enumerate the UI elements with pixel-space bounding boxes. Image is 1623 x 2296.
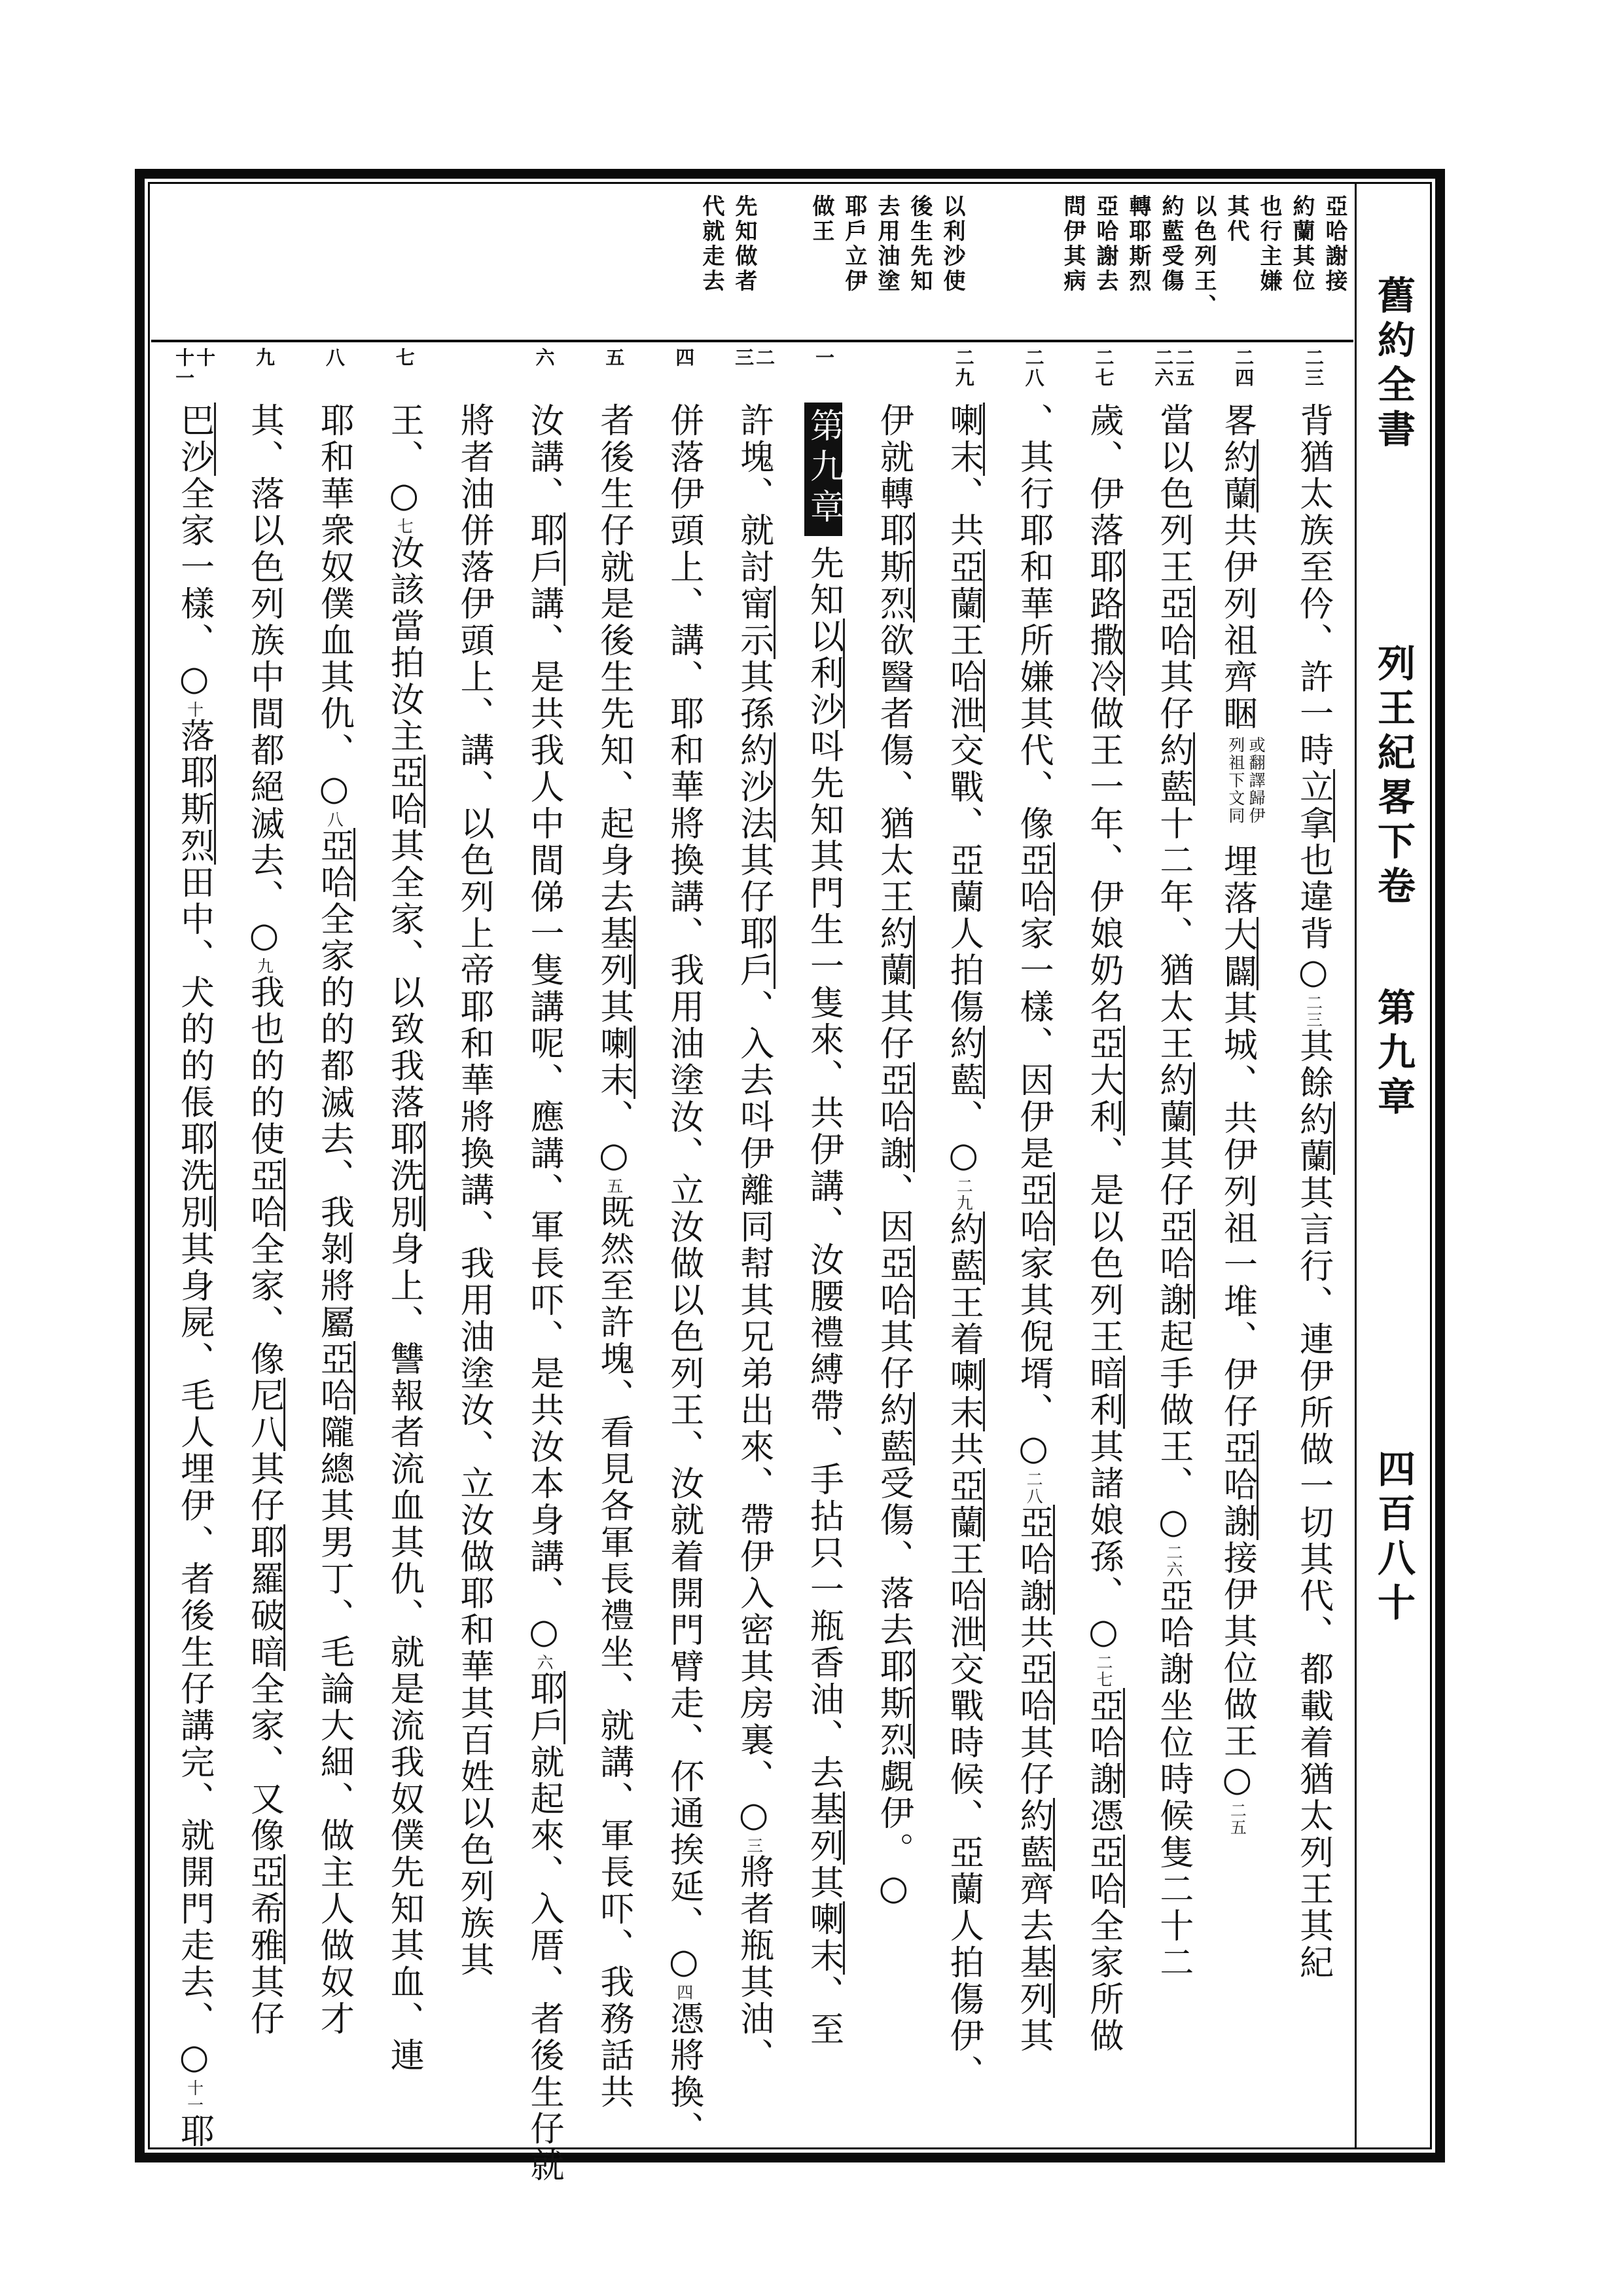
- text-column-slot: [509, 403, 579, 2184]
- header-note-column: 轉耶斯烈: [1125, 194, 1151, 294]
- proper-name: 喇末: [944, 403, 985, 476]
- text-column-slot: [369, 403, 439, 2134]
- text-column: 背猶太族至仱、許一時立拿也違背○二三其餘約蘭其言行、連伊所做一切其代、都載着猶太列王其紀: [1296, 403, 1330, 2134]
- proper-name: 亞哈: [1084, 1835, 1125, 1908]
- inline-verse-number: 四: [674, 1984, 694, 2001]
- verse-strip-cell: [1138, 348, 1208, 399]
- verse-strip-number: 九: [253, 348, 276, 368]
- header-note-group-middle: [810, 194, 963, 294]
- verse-strip-number: 十: [194, 348, 217, 368]
- proper-name: 耶斯烈: [874, 512, 915, 622]
- proper-name: 巴沙: [175, 403, 216, 476]
- inline-verse-number: 二六: [1164, 1544, 1183, 1578]
- text-column: 畧約蘭共伊列祖齊睏或翻譯歸伊列祖下文同埋落大闢其城、共伊列祖一堆、伊仔亞哈謝接伊其位做王○二五: [1217, 403, 1266, 1836]
- header-note-column: 亞哈謝接: [1321, 194, 1347, 294]
- verse-strip-number: 二五: [1173, 348, 1196, 388]
- proper-name: 喇末: [944, 1358, 985, 1431]
- proper-name: 耶路撒冷: [1084, 549, 1125, 696]
- text-column-slot: [929, 403, 999, 2134]
- proper-name: 亞哈: [384, 755, 425, 828]
- proper-name: 亞哈: [314, 828, 355, 901]
- proper-name: 喇末: [804, 1901, 845, 1975]
- proper-name: 亞哈: [1014, 1172, 1055, 1246]
- main-text-area: [150, 184, 1355, 2184]
- text-column-slot: [439, 403, 509, 2134]
- interlinear-note: 或翻譯歸伊列祖下文同: [1226, 736, 1266, 825]
- text-column-slot: [1208, 403, 1278, 2134]
- proper-name: 亞哈謝: [1217, 1430, 1258, 1540]
- chapter-title: 第九章: [1371, 988, 1416, 1122]
- text-column: 喇末、共亞蘭王哈泄交戰、亞蘭人拍傷約藍、○二九約藍王着喇末共亞蘭王哈泄交戰時候、亞蘭人拍傷伊、: [946, 403, 980, 2134]
- header-note-column: 去用油塗: [874, 194, 900, 294]
- proper-name: 耶戶: [734, 916, 776, 989]
- verse-number-strip: [150, 342, 1355, 399]
- header-note-column: 以利沙使: [939, 194, 965, 294]
- verse-strip-cell: [1278, 348, 1348, 399]
- proper-name: 亞哈謝: [1154, 1209, 1195, 1319]
- proper-name: 耶斯烈: [175, 755, 216, 865]
- header-note-column: 代就走去: [698, 194, 724, 294]
- text-column-slot: [299, 403, 369, 2134]
- inline-verse-number: 六: [534, 1654, 554, 1671]
- verse-strip-cell: [159, 348, 229, 399]
- inline-verse-number: 二八: [1024, 1471, 1044, 1505]
- inline-verse-number: 十一: [185, 2079, 204, 2113]
- verse-strip-cell: [299, 348, 369, 399]
- header-note-column: 亞哈謝去: [1092, 194, 1118, 294]
- text-column-slot: [1138, 403, 1208, 2134]
- text-column: 汝講、耶戶講、是共我人中間俤一隻講呢、應講、軍長吓、是共汝本身講、○六耶戶就起來、入厝、者後生仔就: [527, 403, 561, 2134]
- header-annotations: [150, 184, 1355, 340]
- proper-name: 亞哈: [1014, 842, 1055, 916]
- verse-strip-cell: [789, 348, 859, 399]
- verse-strip-cell: [929, 348, 999, 399]
- proper-name: 亞哈謝: [1014, 1505, 1055, 1615]
- proper-name: 尼八: [244, 1378, 285, 1451]
- text-column: 第九章先知以利沙呌先知其門生一隻來、共伊講、汝腰禮縛帶、手拈只一瓶香油、去基列其喇末、至: [804, 403, 842, 2134]
- text-column-slot: [789, 403, 859, 2134]
- verse-strip-cell: [999, 348, 1069, 399]
- text-column: 者後生仔就是後生先知、起身去基列其喇末、○五既然至許塊、看見各軍長禮坐、就講、軍長吓、我務話共: [597, 403, 631, 2134]
- proper-name: 亞哈: [1154, 586, 1195, 659]
- header-note-column: 問伊其病: [1060, 194, 1086, 294]
- proper-name: 耶洗別: [384, 1121, 425, 1231]
- verse-strip-cell: [439, 348, 509, 399]
- text-column-slot: [229, 403, 299, 2134]
- verse-strip-number: 四: [673, 348, 696, 368]
- inline-verse-number: 八: [325, 811, 344, 828]
- book-title: 舊約全書: [1371, 276, 1416, 454]
- proper-name: 耶洗別: [175, 1121, 216, 1231]
- proper-name: 耶戶: [524, 1671, 565, 1744]
- proper-name: 亞大利: [1084, 1026, 1125, 1136]
- proper-name: 喇末: [594, 1026, 635, 1099]
- page-frame-inner: [148, 182, 1432, 2184]
- text-column-slot: [579, 403, 649, 2134]
- inline-verse-number: 三: [744, 1837, 764, 1854]
- page-number: 四百八十: [1371, 1448, 1416, 1627]
- proper-name: 約藍: [944, 1211, 985, 1285]
- text-column-slot: [999, 403, 1069, 2134]
- inline-verse-number: 十: [185, 701, 204, 718]
- proper-name: 約蘭: [1154, 1062, 1195, 1136]
- proper-name: 立拿: [1294, 769, 1335, 842]
- text-column-slot: [1069, 403, 1139, 2134]
- verse-strip-cell: [229, 348, 299, 399]
- text-column: 許塊、就討甯示其孫約沙法其仔耶戶、入去呌伊離同幇其兄弟出來、帶伊入密其房裏、○三將者瓶其油、: [737, 403, 771, 2134]
- proper-name: 耶斯烈: [874, 1649, 915, 1759]
- inline-verse-number: 七: [395, 518, 414, 535]
- proper-name: 約藍: [944, 1026, 985, 1099]
- verse-strip-number: 七: [393, 348, 416, 368]
- verse-strip-number: 二九: [952, 348, 975, 388]
- proper-name: 約蘭: [1294, 1102, 1335, 1175]
- verse-strip-number: 一: [812, 348, 835, 368]
- proper-name: 耶戶: [524, 512, 565, 586]
- proper-name: 亞哈: [244, 1158, 285, 1231]
- header-note-column: 其代: [1223, 194, 1249, 244]
- text-column: 其、落以色列族中間都絕滅去、○九我也的的使亞哈全家、像尼八其仔耶羅破暗全家、又像亞希雅其仔: [247, 403, 281, 2134]
- verse-strip-cell: [649, 348, 719, 399]
- proper-name: 基列: [1014, 1945, 1055, 2018]
- header-note-column: 後生先知: [906, 194, 933, 294]
- title-column: [1357, 184, 1430, 2147]
- text-column: 耶和華衆奴僕血其仇、○八亞哈全家的的都滅去、我剝將屬亞哈隴總其男丁、毛論大細、做主人做奴才: [317, 403, 351, 2134]
- inline-verse-number: 二三: [1304, 994, 1323, 1028]
- text-columns: [150, 399, 1355, 2184]
- text-column-slot: [159, 403, 229, 2150]
- inline-verse-number: 二五: [1228, 1802, 1247, 1836]
- header-note-column: 約蘭其位: [1289, 194, 1315, 294]
- inline-verse-number: 九: [255, 958, 274, 975]
- text-column: 併落伊頭上、講、耶和華將換講、我用油塗汝、立汝做以色列王、汝就着開門臂走、伓通挨延、○四憑將換、: [664, 403, 704, 2147]
- verse-strip-cell: [1208, 348, 1278, 399]
- proper-name: 哈泄: [944, 1578, 985, 1651]
- text-column: 歲、伊落耶路撒冷做王一年、伊娘奶名亞大利、是以色列王暗利其諸娘孫、○二七亞哈謝憑亞哈全家所做: [1086, 403, 1120, 2134]
- proper-name: 亞哈謝: [1084, 1688, 1125, 1798]
- verse-strip-number: 二八: [1022, 348, 1045, 388]
- text-column-slot: [1278, 403, 1348, 2134]
- proper-name: 耶羅破暗: [244, 1524, 285, 1671]
- verse-strip-number: 三: [732, 348, 755, 368]
- title-text: [1371, 184, 1416, 2147]
- proper-name: 約藍: [1154, 732, 1195, 806]
- verse-strip-cell: [859, 348, 929, 399]
- proper-name: 基列: [594, 916, 635, 989]
- proper-name: 基列: [804, 1791, 845, 1865]
- inline-verse-number: 二九: [954, 1177, 974, 1211]
- proper-name: 亞哈: [874, 1246, 915, 1319]
- text-column-slot: [859, 403, 929, 2134]
- text-column: 當以色列王亞哈其仔約藍十二年、猶太王約蘭其仔亞哈謝起手做王、○二六亞哈謝坐位時候隻二十二: [1156, 403, 1190, 2134]
- verse-strip-number: 二三: [1302, 348, 1325, 388]
- proper-name: 大闢: [1217, 917, 1258, 990]
- proper-name: 以利沙: [804, 619, 845, 728]
- header-note-column: 也行主嫌: [1256, 194, 1282, 294]
- proper-name: 亞蘭: [944, 549, 985, 622]
- proper-name: 亞蘭: [944, 1468, 985, 1541]
- verse-strip-number: 二六: [1152, 348, 1175, 388]
- verse-strip-number: 二: [753, 348, 776, 368]
- proper-name: 暗利: [1084, 1355, 1125, 1429]
- verse-strip-number: 二四: [1232, 348, 1255, 388]
- proper-name: 甯示: [734, 586, 776, 659]
- proper-name: 約沙法: [734, 732, 776, 842]
- page-frame: [135, 169, 1445, 2184]
- verse-strip-number: 五: [603, 348, 626, 368]
- header-note-group-left: [700, 194, 755, 294]
- verse-strip-number: 二七: [1092, 348, 1115, 388]
- proper-name: 亞哈謝: [874, 1062, 915, 1172]
- verse-strip-number: 十一: [173, 348, 196, 388]
- text-column-slot: [719, 403, 789, 2134]
- header-note-column: 約藍受傷: [1158, 194, 1184, 294]
- header-note-column: 以色列王、: [1190, 194, 1217, 319]
- text-column: 、其行耶和華所嫌其代、像亞哈家一樣、因伊是亞哈家其倪壻、○二八亞哈謝共亞哈其仔約藍齊去基列其: [1016, 403, 1050, 2134]
- text-column-slot: [649, 403, 719, 2147]
- text-column: 王、○七汝該當拍汝主亞哈其全家、以致我落耶洗別身上、讐報者流血其仇、就是流我奴僕先知其血、連: [387, 403, 421, 2134]
- chapter-heading-box: 第九章: [804, 403, 842, 536]
- proper-name: 約藍: [1014, 1798, 1055, 1871]
- verse-strip-cell: [509, 348, 579, 399]
- proper-name: 約藍: [874, 1392, 915, 1465]
- volume-title: 列王紀畧下卷: [1371, 643, 1416, 911]
- text-column: 將者油併落伊頭上、講、以色列上帝耶和華將換講、我用油塗汝、立汝做耶和華其百姓以色列族其: [454, 403, 494, 1979]
- proper-name: 亞希雅: [244, 1854, 285, 1964]
- proper-name: 哈泄: [944, 659, 985, 732]
- header-note-group-right: [1061, 194, 1346, 319]
- verse-strip-number: 八: [323, 348, 346, 368]
- verse-strip-number: 六: [533, 348, 556, 368]
- text-column: 巴沙全家一樣、○十落耶斯烈田中、犬的的倀耶洗別其身屍、毛人埋伊、者後生仔講完、就開門走去、○十一耶: [177, 403, 211, 2134]
- text-column: 伊就轉耶斯烈欲醫者傷、猶太王約蘭其仔亞哈謝、因亞哈其仔約藍受傷、落去耶斯烈覷伊。○: [876, 403, 910, 2134]
- verse-strip-cell: [369, 348, 439, 399]
- header-note-column: 做王: [808, 194, 834, 244]
- header-note-column: 先知做者: [731, 194, 757, 294]
- proper-name: 亞哈: [314, 1341, 355, 1414]
- verse-strip-cell: [1069, 348, 1139, 399]
- verse-strip-cell: [579, 348, 649, 399]
- header-note-column: 耶戶立伊: [841, 194, 867, 294]
- proper-name: 亞哈: [1014, 1651, 1055, 1725]
- inline-verse-number: 五: [604, 1177, 624, 1194]
- inline-verse-number: 二七: [1094, 1654, 1113, 1688]
- verse-strip-cell: [719, 348, 789, 399]
- proper-name: 約蘭: [1217, 439, 1258, 512]
- proper-name: 約蘭: [874, 916, 915, 989]
